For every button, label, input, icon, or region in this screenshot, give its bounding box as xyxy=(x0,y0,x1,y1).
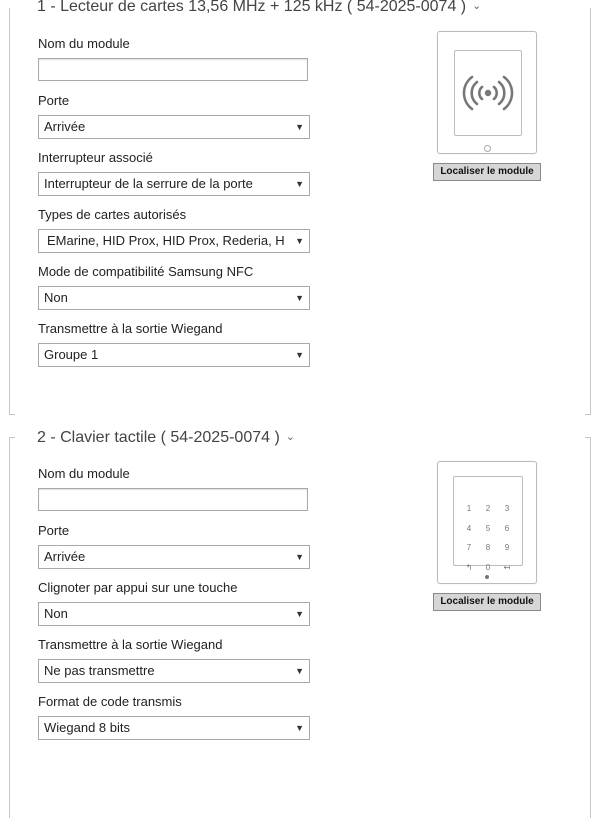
module-name-input[interactable] xyxy=(38,58,308,81)
blink-on-key-select[interactable] xyxy=(38,602,310,626)
dropdown-arrow-icon: ▼ xyxy=(295,666,304,676)
locate-module-button[interactable]: Localiser le module xyxy=(433,163,541,181)
dropdown-arrow-icon: ▼ xyxy=(295,179,304,189)
module-name-input[interactable] xyxy=(38,488,308,511)
dropdown-arrow-icon: ▼ xyxy=(295,236,304,246)
module-1-panel xyxy=(9,0,591,415)
keypad-key: 5 xyxy=(485,523,491,533)
keypad-key: ↤ xyxy=(503,562,511,572)
module-1-form xyxy=(38,35,310,377)
blink-on-key-select-value: Non xyxy=(44,606,68,621)
dropdown-arrow-icon: ▼ xyxy=(295,552,304,562)
keypad-key: 4 xyxy=(466,523,472,533)
wiegand-output-select[interactable] xyxy=(38,659,310,683)
keypad-module-image xyxy=(437,461,537,584)
wiegand-output-label: Transmettre à la sortie Wiegand xyxy=(38,637,223,652)
keypad-key: 7 xyxy=(466,543,472,552)
door-label: Porte xyxy=(38,93,70,108)
dropdown-arrow-icon: ▼ xyxy=(295,122,304,132)
switch-select-value: Interrupteur de la serrure de la porte xyxy=(44,176,253,191)
module-1-title-text: 1 - Lecteur de cartes 13,56 MHz + 125 kHz ( 54-2025-0074 ) xyxy=(37,0,467,15)
led-indicator-icon xyxy=(485,575,489,579)
module-2-panel xyxy=(9,430,591,803)
keypad-key: 3 xyxy=(504,504,510,513)
keypad-key: 8 xyxy=(485,543,491,552)
code-format-select[interactable] xyxy=(38,716,310,740)
switch-label: Interrupteur associé xyxy=(38,150,153,165)
dropdown-arrow-icon: ▼ xyxy=(295,350,304,360)
rfid-wave-icon xyxy=(455,51,521,135)
dropdown-arrow-icon: ▼ xyxy=(295,293,304,303)
door-select-value: Arrivée xyxy=(44,549,86,564)
code-format-select-value: Wiegand 8 bits xyxy=(44,720,130,735)
keypad-row xyxy=(460,519,516,539)
switch-select[interactable] xyxy=(38,172,310,196)
locate-module-button[interactable]: Localiser le module xyxy=(433,593,541,611)
keypad-key: ↰ xyxy=(465,562,473,572)
keypad-row xyxy=(460,499,516,519)
dropdown-arrow-icon: ▼ xyxy=(295,609,304,619)
code-format-label: Format de code transmis xyxy=(38,694,182,709)
chevron-down-icon[interactable]: ⌄ xyxy=(472,0,482,12)
led-indicator-icon xyxy=(484,145,491,152)
dropdown-arrow-icon: ▼ xyxy=(295,723,304,733)
card-types-select[interactable] xyxy=(38,229,310,253)
panel-border-left xyxy=(9,437,15,818)
card-reader-module-image xyxy=(437,31,537,154)
wiegand-output-label: Transmettre à la sortie Wiegand xyxy=(38,321,223,336)
keypad-key: 0 xyxy=(485,562,491,572)
wiegand-output-select-value: Ne pas transmettre xyxy=(44,663,155,678)
card-types-label: Types de cartes autorisés xyxy=(38,207,187,222)
door-select-value: Arrivée xyxy=(44,119,86,134)
keypad-row xyxy=(460,558,516,578)
door-label: Porte xyxy=(38,523,70,538)
keypad-key: 1 xyxy=(466,504,472,513)
chevron-down-icon[interactable]: ⌄ xyxy=(285,431,295,443)
card-types-select-value: EMarine, HID Prox, HID Prox, Rederia, H xyxy=(47,233,285,248)
door-select[interactable] xyxy=(38,545,310,569)
door-select[interactable] xyxy=(38,115,310,139)
panel-border-right xyxy=(585,8,591,415)
keypad-key: 9 xyxy=(504,543,510,552)
keypad-screen xyxy=(453,476,523,572)
module-2-title[interactable] xyxy=(31,429,301,447)
keypad-grid xyxy=(460,499,516,577)
blink-on-key-label: Clignoter par appui sur une touche xyxy=(38,580,238,595)
module-1-title[interactable] xyxy=(31,0,487,16)
module-2-form xyxy=(38,465,310,750)
card-reader-screen xyxy=(454,50,522,136)
module-name-label: Nom du module xyxy=(38,36,130,51)
samsung-nfc-select-value: Non xyxy=(44,290,68,305)
wiegand-output-select-value: Groupe 1 xyxy=(44,347,99,362)
module-2-title-text: 2 - Clavier tactile ( 54-2025-0074 ) xyxy=(37,429,280,446)
wiegand-output-select[interactable] xyxy=(38,343,310,367)
keypad-row xyxy=(460,538,516,558)
samsung-nfc-select[interactable] xyxy=(38,286,310,310)
keypad-key: 6 xyxy=(504,523,510,533)
panel-border-left xyxy=(9,8,15,415)
keypad-key: 2 xyxy=(485,504,491,513)
panel-border-right xyxy=(585,437,591,818)
module-name-label: Nom du module xyxy=(38,466,130,481)
samsung-nfc-label: Mode de compatibilité Samsung NFC xyxy=(38,264,254,279)
